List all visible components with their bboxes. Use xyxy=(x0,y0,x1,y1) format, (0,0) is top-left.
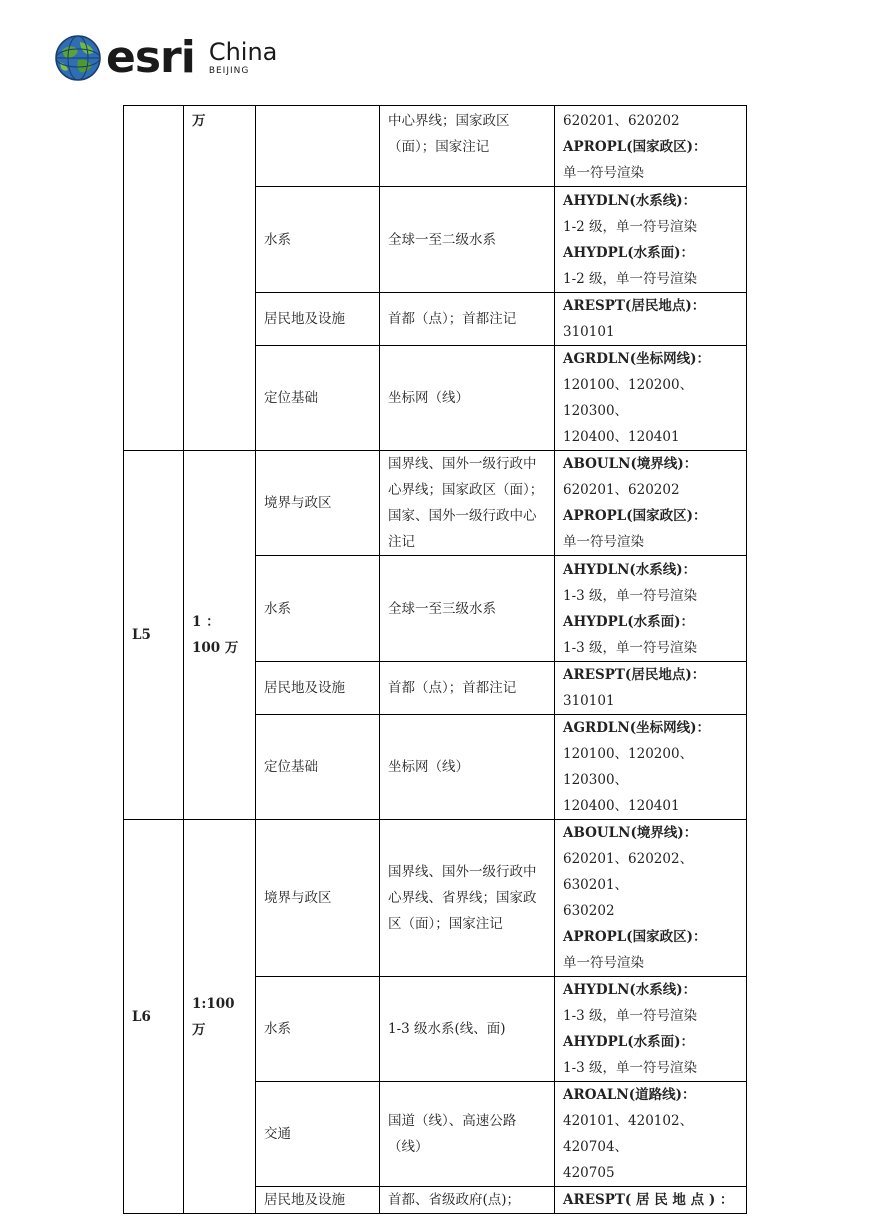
render-line: APROPL(国家政区)： xyxy=(563,508,707,524)
render-line: APROPL(国家政区)： xyxy=(563,139,707,155)
render-line: AHYDPL(水系面)： xyxy=(563,244,694,261)
render-cell xyxy=(555,977,747,1082)
render-line: ARESPT(居民地点)： xyxy=(563,298,706,314)
table-row xyxy=(124,451,747,556)
render-line: AHYDPL(水系面)： xyxy=(563,1034,694,1050)
render-line: 1-2 级，单一符号渲染 xyxy=(563,270,698,287)
render-line: 120100、120200、120300、 xyxy=(563,377,694,419)
render-cell xyxy=(555,556,747,662)
table-row xyxy=(124,820,747,977)
render-line: ABOULN(境界线)： xyxy=(563,456,698,472)
city-label: BEIJING xyxy=(208,66,250,76)
theme-cell: 居民地及设施 xyxy=(256,662,380,715)
render-line: AROALN(道路线)： xyxy=(563,1087,696,1103)
render-line: 1-3 级，单一符号渲染 xyxy=(563,1008,698,1024)
render-cell xyxy=(555,662,747,715)
render-line: ABOULN(境界线)： xyxy=(563,825,698,841)
render-cell xyxy=(555,106,747,187)
content-cell: 1-3 级水系(线、面) xyxy=(380,977,555,1082)
render-line: 420705 xyxy=(563,1165,615,1181)
content-cell: 坐标网（线） xyxy=(380,346,555,451)
render-line: 120400、120401 xyxy=(563,798,680,814)
table-row xyxy=(124,106,747,187)
content-cell: 首都、省级政府(点)； xyxy=(380,1187,555,1214)
render-cell xyxy=(555,346,747,451)
content-cell: 国界线、国外一级行政中心界线、省界线；国家政区（面）；国家注记 xyxy=(380,820,555,977)
render-line: 1-3 级，单一符号渲染 xyxy=(563,587,698,604)
theme-cell: 居民地及设施 xyxy=(256,1187,380,1214)
render-cell xyxy=(555,820,747,977)
render-line: ARESPT( 居 民 地 点 ) ： xyxy=(563,1192,734,1208)
render-cell xyxy=(555,1082,747,1187)
render-line: 310101 xyxy=(563,693,615,709)
render-line: 单一符号渲染 xyxy=(563,534,644,550)
theme-cell: 定位基础 xyxy=(256,346,380,451)
scale-cell: 1:100 万 xyxy=(184,820,256,1214)
theme-cell: 水系 xyxy=(256,556,380,662)
render-line: 1-2 级，单一符号渲染 xyxy=(563,218,698,235)
globe-icon xyxy=(54,34,102,82)
content-cell: 坐标网（线） xyxy=(380,715,555,820)
render-line: AGRDLN(坐标网线)： xyxy=(563,720,711,736)
render-line: 单一符号渲染 xyxy=(563,955,644,971)
render-line: 620201、620202 xyxy=(563,113,680,129)
content-cell: 全球一至二级水系 xyxy=(380,187,555,293)
theme-cell: 境界与政区 xyxy=(256,451,380,556)
render-line: APROPL(国家政区)： xyxy=(563,929,707,945)
esri-china-logo xyxy=(54,32,277,84)
render-line: 120400、120401 xyxy=(563,429,680,445)
content-cell: 国界线、国外一级行政中心界线；国家政区（面）；国家、国外一级行政中心注记 xyxy=(380,451,555,556)
content-cell: 首都（点）；首都注记 xyxy=(380,662,555,715)
render-cell xyxy=(555,293,747,346)
render-line: AHYDLN(水系线)： xyxy=(563,192,697,209)
level-cell xyxy=(124,106,184,451)
brand-region xyxy=(209,40,278,76)
level-cell: L5 xyxy=(124,451,184,820)
brand-name: esri xyxy=(106,32,195,83)
render-line: 1-3 级，单一符号渲染 xyxy=(563,639,698,656)
theme-cell: 水系 xyxy=(256,187,380,293)
content-cell: 全球一至三级水系 xyxy=(380,556,555,662)
content-cell: 中心界线；国家政区（面）；国家注记 xyxy=(380,106,555,187)
render-cell xyxy=(555,451,747,556)
render-line: 310101 xyxy=(563,324,615,340)
render-line: 620201、620202 xyxy=(563,482,680,498)
theme-cell xyxy=(256,106,380,187)
render-cell xyxy=(555,715,747,820)
render-cell xyxy=(555,187,747,293)
content-cell: 国道（线）、高速公路（线） xyxy=(380,1082,555,1187)
render-line: 630202 xyxy=(563,903,615,919)
render-line: 120100、120200、120300、 xyxy=(563,746,694,788)
render-line: 1-3 级，单一符号渲染 xyxy=(563,1060,698,1076)
theme-cell: 水系 xyxy=(256,977,380,1082)
theme-cell: 交通 xyxy=(256,1082,380,1187)
render-line: 单一符号渲染 xyxy=(563,165,644,181)
render-line: AHYDLN(水系线)： xyxy=(563,982,697,998)
scale-cell: 万 xyxy=(184,106,256,451)
render-line: 420101、420102、420704、 xyxy=(563,1113,694,1155)
render-line: AGRDLN(坐标网线)： xyxy=(563,351,711,367)
render-line: 620201、620202、630201、 xyxy=(563,851,694,893)
region-label: China xyxy=(208,38,278,66)
layer-config-table xyxy=(123,105,747,1214)
level-cell: L6 xyxy=(124,820,184,1214)
render-line: ARESPT(居民地点)： xyxy=(563,667,706,683)
scale-cell: 1 ： 100 万 xyxy=(184,451,256,820)
theme-cell: 居民地及设施 xyxy=(256,293,380,346)
theme-cell: 定位基础 xyxy=(256,715,380,820)
render-line: AHYDPL(水系面)： xyxy=(563,613,694,630)
theme-cell: 境界与政区 xyxy=(256,820,380,977)
render-line: AHYDLN(水系线)： xyxy=(563,561,697,578)
content-cell: 首都（点）；首都注记 xyxy=(380,293,555,346)
render-cell xyxy=(555,1187,747,1214)
